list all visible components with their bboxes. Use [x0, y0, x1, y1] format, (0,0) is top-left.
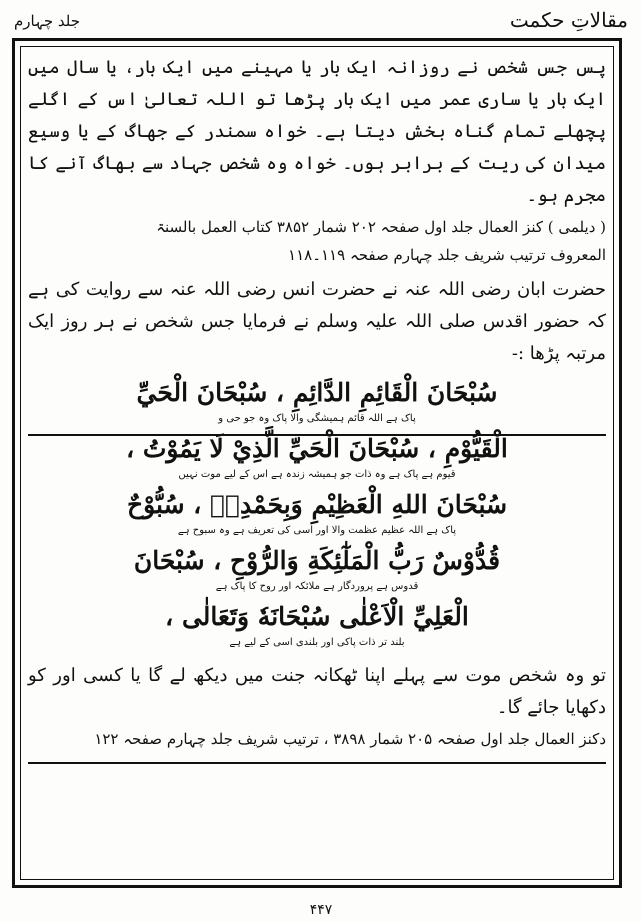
dua-arabic-line: سُبْحَانَ اللهِ الْعَظِيْمِ وَبِحَمْدِهٖ ، سُبُّوْحٌ: [126, 490, 508, 519]
dua-translation-line: پاک ہے اللہ قائم ہمیشگی والا پاک وہ جو حی و: [218, 413, 416, 424]
dua-translation-line: قدوس ہے پروردگار ہے ملائکہ اور روح کا پاک ہے: [215, 581, 419, 592]
intro-reference-1: ( دیلمی ) کنز العمال جلد اول صفحہ ۲۰۲ شمار ۳۸۵۲ کتاب العمل بالسنۃ: [156, 218, 606, 236]
page-number: ۴۴۷: [309, 902, 333, 918]
dua-translation-line: قیوم ہے پاک ہے وہ ذات جو ہمیشہ زندہ ہے اس کے لیے موت نہیں: [178, 469, 456, 480]
dua-translation-line: بلند تر ذات پاکی اور بلندی اسی کے لیے ہے: [229, 637, 405, 648]
dua-arabic-line: الْعَلِيِّ الْاَعْلٰى سُبْحَانَهٗ وَتَعَالٰى ،: [165, 602, 469, 631]
hadith-paragraph: حضرت ابان رضی اللہ عنہ نے حضرت انس رضی اللہ عنہ سے روایت کی ہے کہ حضور اقدس صلی اللہ علیہ وسلم نے فرمایا جس شخص نے ہر روز ایک مرتبہ پڑھا :-: [28, 279, 606, 364]
intro-paragraph: پس جس شخص نے روزانہ ایک بار یا مہینے میں ایک بار، یا سال میں ایک بار یا ساری عمر میں ایک بار پڑھا تو اللہ تعالیٰ اس کے اگلے پچھلے تمام گناہ بخش دیتا ہے۔ خواہ سمندر کے جھاگ کے یا وسیع میدان کی ریت کے برابر ہوں۔ خواہ وہ شخص جہاد سے بھاگ آنے کا مجرم ہو۔: [28, 57, 606, 206]
page-header: [14, 6, 628, 36]
page-content: [28, 52, 606, 878]
dua-arabic-line: قُدُّوْسٌ رَبُّ الْمَلٰٓئِكَةِ وَالرُّوْحِ ، سُبْحَانَ: [133, 546, 501, 575]
dua-arabic-line: الْقَيُّوْمِ ، سُبْحَانَ الْحَيِّ الَّذِيْ لَا يَمُوْتُ ،: [126, 434, 508, 463]
dua-arabic-line: سُبْحَانَ الْقَائِمِ الدَّائِمِ ، سُبْحَانَ الْحَيِّ: [136, 378, 498, 407]
book-title: مقالاتِ حکمت: [509, 8, 628, 32]
dua-bottom-rule: [28, 762, 606, 764]
intro-reference-2: المعروف ترتیب شریف جلد چہارم صفحہ ۱۱۹۔۱۱۸: [288, 246, 606, 264]
dua-top-rule: [28, 434, 606, 436]
closing-paragraph: تو وہ شخص موت سے پہلے اپنا ٹھکانہ جنت میں دیکھ لے گا یا کسی اور کو دکھایا جائے گا۔: [28, 665, 606, 718]
closing-reference: دکنز العمال جلد اول صفحہ ۲۰۵ شمار ۳۸۹۸ ، ترتیب شریف جلد چہارم صفحہ ۱۲۲: [94, 730, 606, 748]
dua-translation-line: پاک ہے اللہ عظیم عظمت والا اور اسی کی تعریف ہے وہ سبوح ہے: [177, 525, 457, 536]
dua-block: [28, 374, 606, 650]
volume-label: جلد چہارم: [14, 12, 81, 30]
